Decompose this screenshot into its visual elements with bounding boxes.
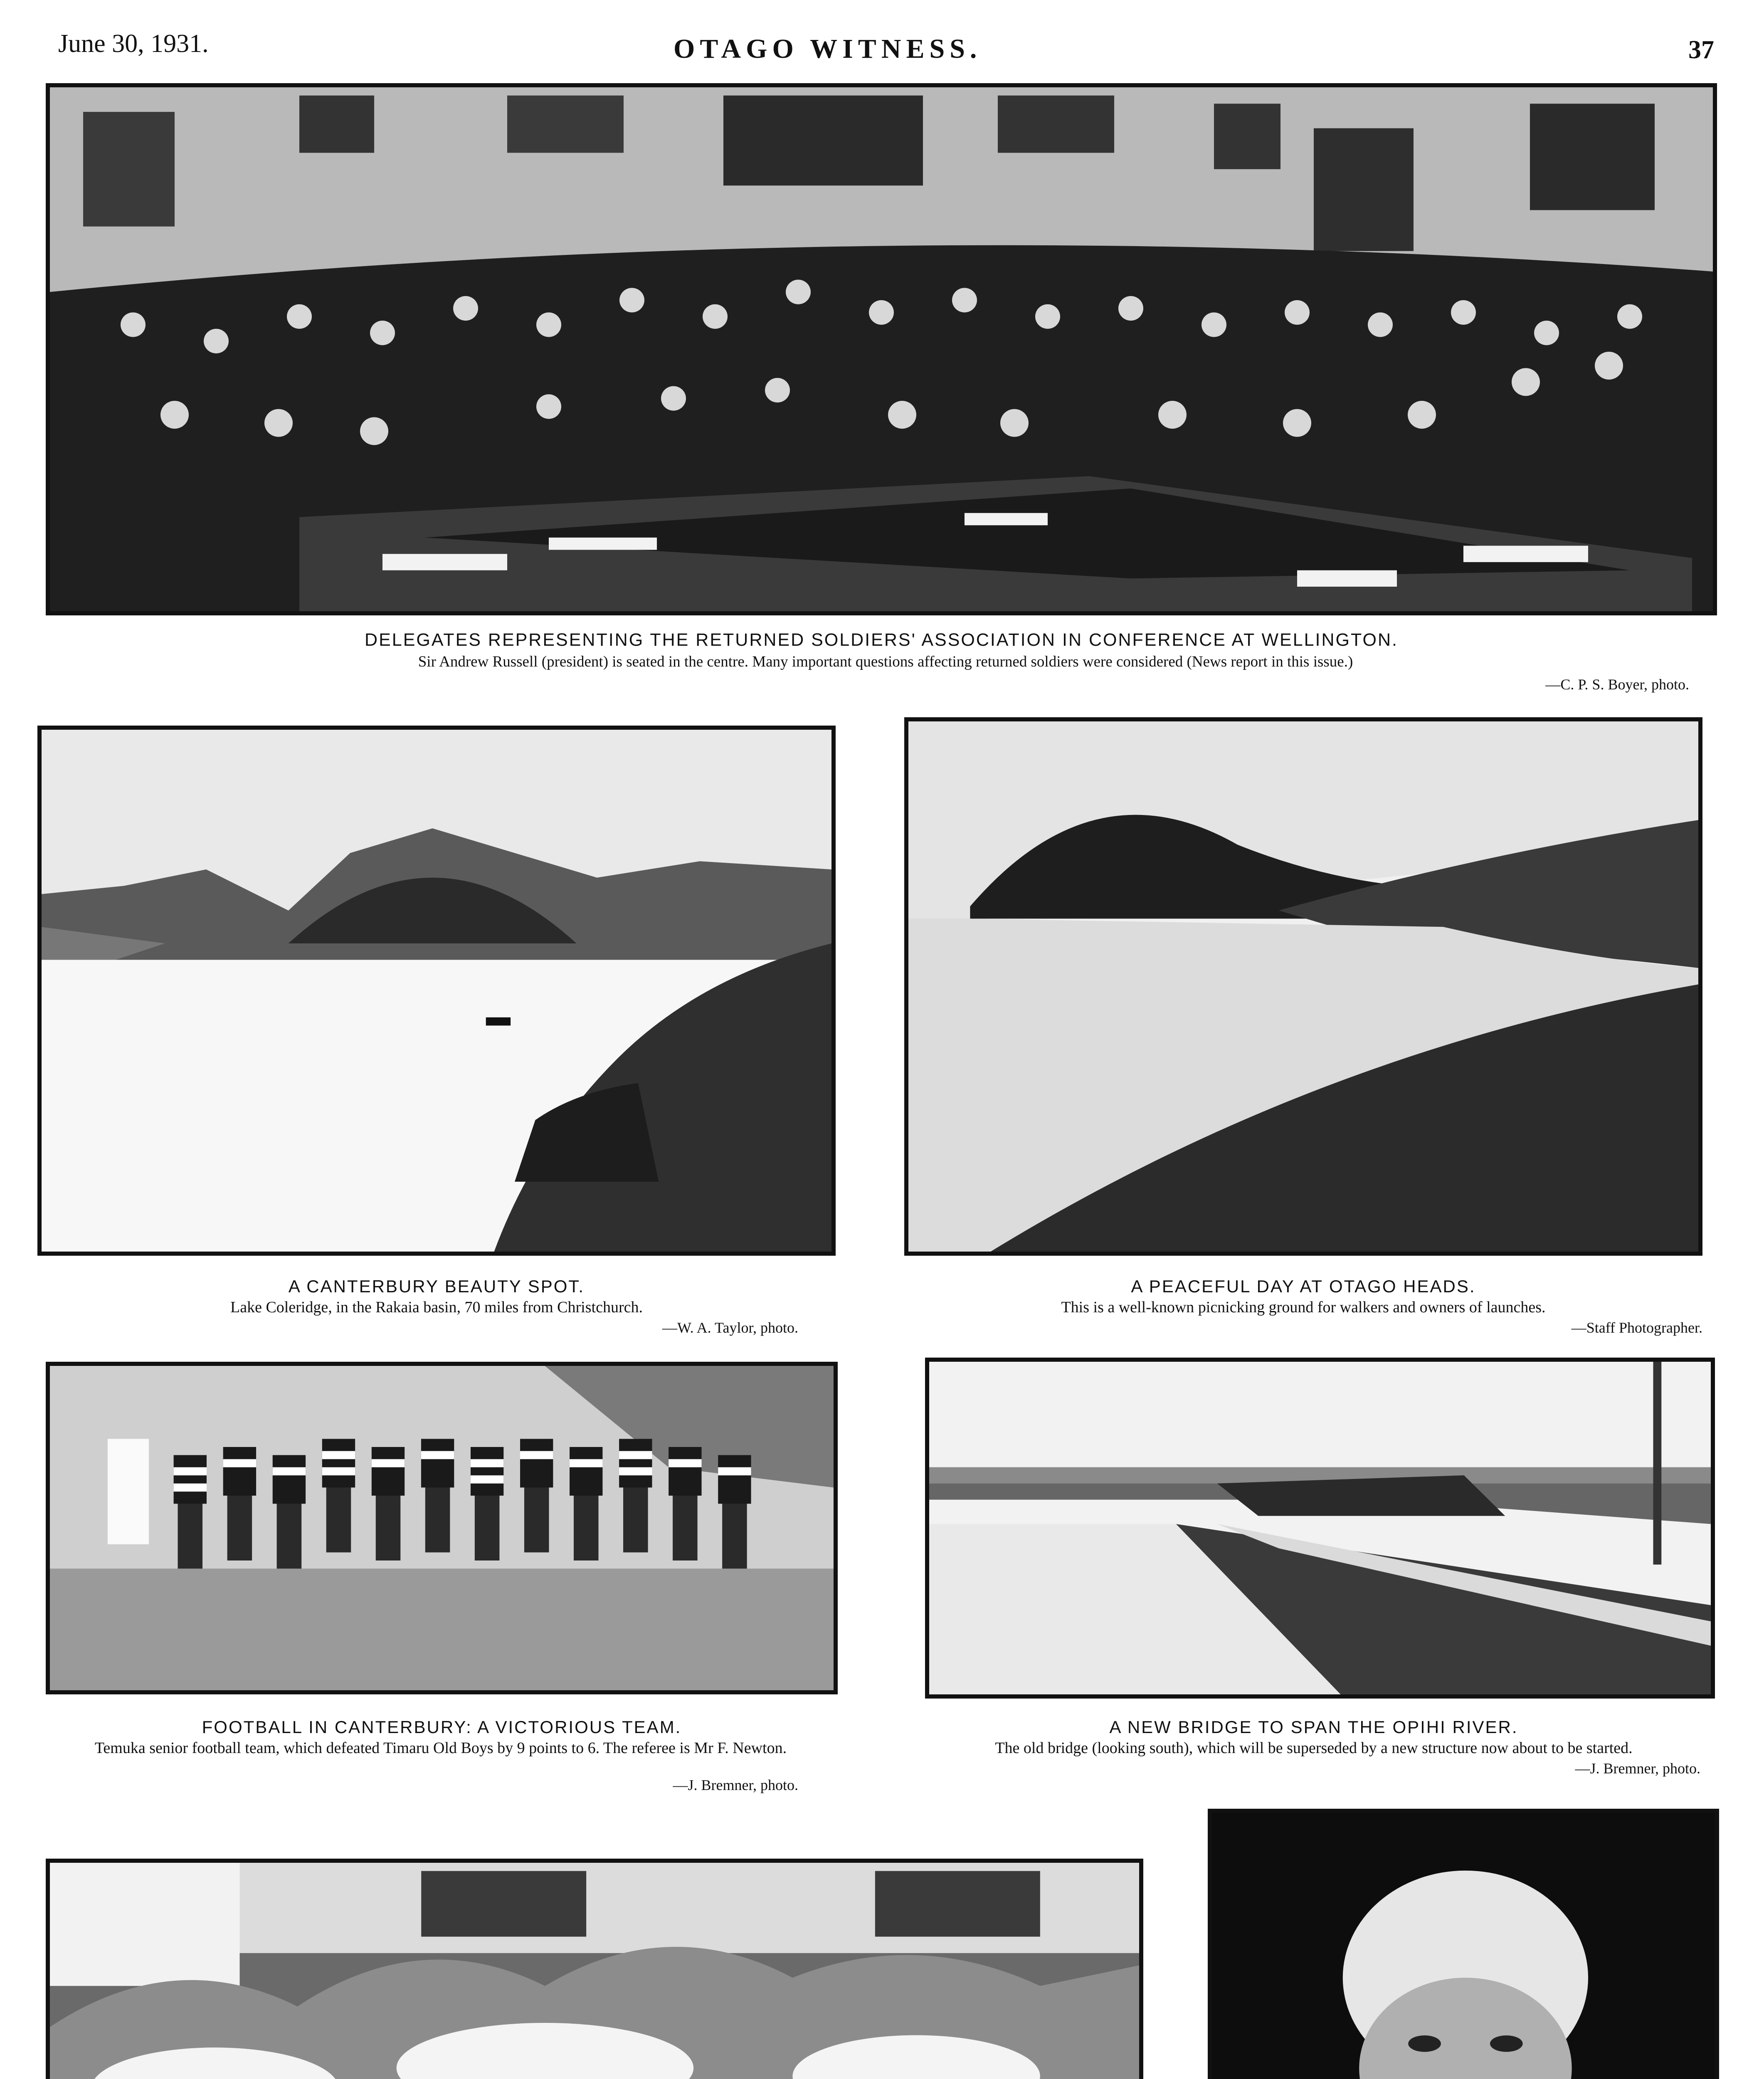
lake-coleridge-photo [37,726,836,1256]
football-caption: Temuka senior football team, which defeated Timaru Old Boys by 9 points to 6. The referee is Mr F. Newton. [94,1739,787,1757]
page-number: 37 [1688,36,1714,64]
lake-coleridge-title: A CANTERBURY BEAUTY SPOT. [288,1277,585,1296]
delegates-credit: —C. P. S. Boyer, photo. [1545,676,1689,693]
otago-heads-photo [904,717,1702,1256]
football-title: FOOTBALL IN CANTERBURY: A VICTORIOUS TEAM. [202,1717,682,1737]
delegates-caption: Sir Andrew Russell (president) is seated in the centre. Many important questions affecting returned soldiers were considered (News report in this issue.) [418,653,1353,670]
otago-heads-title: A PEACEFUL DAY AT OTAGO HEADS. [1131,1277,1476,1296]
page-date: June 30, 1931. [58,30,209,58]
bridge-caption: The old bridge (looking south), which will be superseded by a new structure now about to be started. [995,1739,1633,1757]
football-credit: —J. Bremner, photo. [673,1777,798,1793]
otago-heads-caption: This is a well-known picnicking ground for walkers and owners of launches. [1061,1299,1546,1316]
delegates-conference-photo [46,83,1717,615]
newspaper-title: OTAGO WITNESS. [674,34,982,64]
bridge-credit: —J. Bremner, photo. [1575,1760,1700,1777]
delegates-title: DELEGATES REPRESENTING THE RETURNED SOLDIERS' ASSOCIATION IN CONFERENCE AT WELLINGTON. [365,630,1398,650]
lake-coleridge-caption: Lake Coleridge, in the Rakaia basin, 70 miles from Christchurch. [230,1299,643,1316]
lake-coleridge-credit: —W. A. Taylor, photo. [662,1319,798,1336]
paul-doumer-portrait [1208,1809,1719,2079]
otago-heads-credit: —Staff Photographer. [1571,1319,1702,1336]
opihi-bridge-photo [925,1358,1715,1699]
bridge-title: A NEW BRIDGE TO SPAN THE OPIHI RIVER. [1109,1717,1518,1737]
football-team-photo [46,1362,838,1694]
rabbit-skins-photo [46,1859,1143,2079]
